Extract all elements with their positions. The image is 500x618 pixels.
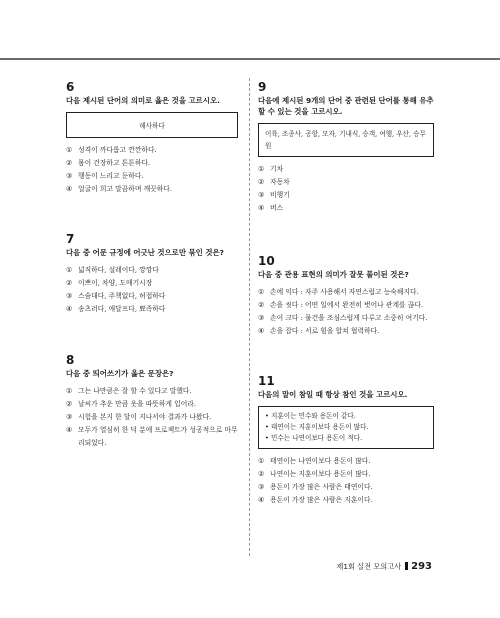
question-number: 7 <box>66 232 75 246</box>
option-4[interactable]: ④ 송츠러다, 애달프다, 뾰족하다 <box>66 305 166 313</box>
question-11 <box>258 374 434 507</box>
option-1[interactable]: ① 그는 나만큼은 잘 할 수 있다고 말했다. <box>66 387 192 395</box>
question-number: 6 <box>66 80 75 94</box>
option-4[interactable]: ④ 손을 잡다 : 서로 힘을 합쳐 협력하다. <box>258 327 380 335</box>
page-footer <box>336 561 432 573</box>
column-divider <box>249 78 250 556</box>
premise-item: • 지훈이는 민수와 용돈이 같다. <box>265 412 356 420</box>
option-3[interactable]: ③ 용돈이 가장 많은 사람은 태연이다. <box>258 483 373 491</box>
option-list <box>258 163 434 215</box>
option-1[interactable]: ① 성격이 까다롭고 깐깐하다. <box>66 146 157 154</box>
premise-item: • 민수는 나연이보다 용돈이 적다. <box>265 434 363 442</box>
question-prompt: 다음의 말이 참일 때 항상 참인 것을 고르시오. <box>258 390 408 399</box>
option-2[interactable]: ② 이쁘이, 차양, 도매기시장 <box>66 279 153 287</box>
option-2[interactable]: ② 날씨가 추운 만큼 옷을 따뜻하게 입어라. <box>66 400 197 408</box>
option-1[interactable]: ① 기차 <box>258 165 284 173</box>
option-3[interactable]: ③ 손이 크다 : 물건을 조심스럽게 다루고 소중히 여기다. <box>258 314 428 322</box>
question-prompt: 다음 제시된 단어의 의미로 옳은 것을 고르시오. <box>66 96 220 105</box>
option-1[interactable]: ① 손에 익다 : 자주 사용해서 자연스럽고 능숙해지다. <box>258 288 419 296</box>
premise-item: • 태연이는 지훈이보다 용돈이 많다. <box>265 423 369 431</box>
page-number: 293 <box>411 561 432 572</box>
option-list <box>66 385 242 450</box>
question-prompt: 다음 중 어문 규정에 어긋난 것으로만 묶인 것은? <box>66 248 224 257</box>
question-number: 9 <box>258 80 267 94</box>
question-7 <box>66 232 238 316</box>
question-10 <box>258 254 436 338</box>
word-box: 이륙, 조종사, 공항, 모자, 기내식, 승객, 여행, 우산, 승무원 <box>258 123 434 157</box>
question-number: 11 <box>258 374 275 388</box>
question-number: 10 <box>258 254 275 268</box>
word-box: 해사하다 <box>66 112 238 138</box>
footer-label: 제1회 실전 모의고사 <box>336 562 402 571</box>
question-6 <box>66 80 238 196</box>
option-3[interactable]: ③ 스숨대다, 주책없다, 허접하다 <box>66 292 166 300</box>
option-list <box>258 455 434 507</box>
option-4[interactable]: ④ 모두가 열심히 한 덕 분에 프로젝트가 성공적으로 마무리되었다. <box>66 426 238 447</box>
question-prompt: 다음 중 띄어쓰기가 옳은 문장은? <box>66 369 174 378</box>
option-list <box>66 264 238 316</box>
option-4[interactable]: ④ 용돈이 가장 많은 사람은 지훈이다. <box>258 496 373 504</box>
option-1[interactable]: ① 태연이는 나연이보다 용돈이 많다. <box>258 457 371 465</box>
premise-box <box>258 406 434 449</box>
top-rule <box>0 58 500 60</box>
option-4[interactable]: ④ 얼굴이 희고 말끔하며 깨끗하다. <box>66 185 172 193</box>
question-prompt: 다음 중 관용 표현의 의미가 잘못 풀이된 것은? <box>258 270 409 279</box>
question-8 <box>66 353 242 450</box>
question-prompt: 다음에 제시된 9개의 단어 중 관련된 단어를 통해 유추할 수 있는 것을 고르시오. <box>258 96 434 116</box>
question-number: 8 <box>66 353 75 367</box>
option-3[interactable]: ③ 시험을 본지 한 달이 지나서야 결과가 나왔다. <box>66 413 212 421</box>
option-2[interactable]: ② 몸이 건장하고 튼튼하다. <box>66 159 151 167</box>
option-3[interactable]: ③ 비행기 <box>258 191 290 199</box>
option-2[interactable]: ② 자동차 <box>258 178 290 186</box>
option-2[interactable]: ② 손을 씻다 : 어떤 일에서 완전히 벗어나 관계를 끊다. <box>258 301 424 309</box>
option-2[interactable]: ② 나연이는 지훈이보다 용돈이 많다. <box>258 470 371 478</box>
option-3[interactable]: ③ 행동이 느리고 둔하다. <box>66 172 144 180</box>
option-list <box>66 144 238 196</box>
footer-bar <box>405 562 408 570</box>
question-9 <box>258 80 434 215</box>
option-1[interactable]: ① 넓직하다, 설레이다, 깡깡다 <box>66 266 159 274</box>
option-4[interactable]: ④ 버스 <box>258 204 284 212</box>
option-list <box>258 286 436 338</box>
